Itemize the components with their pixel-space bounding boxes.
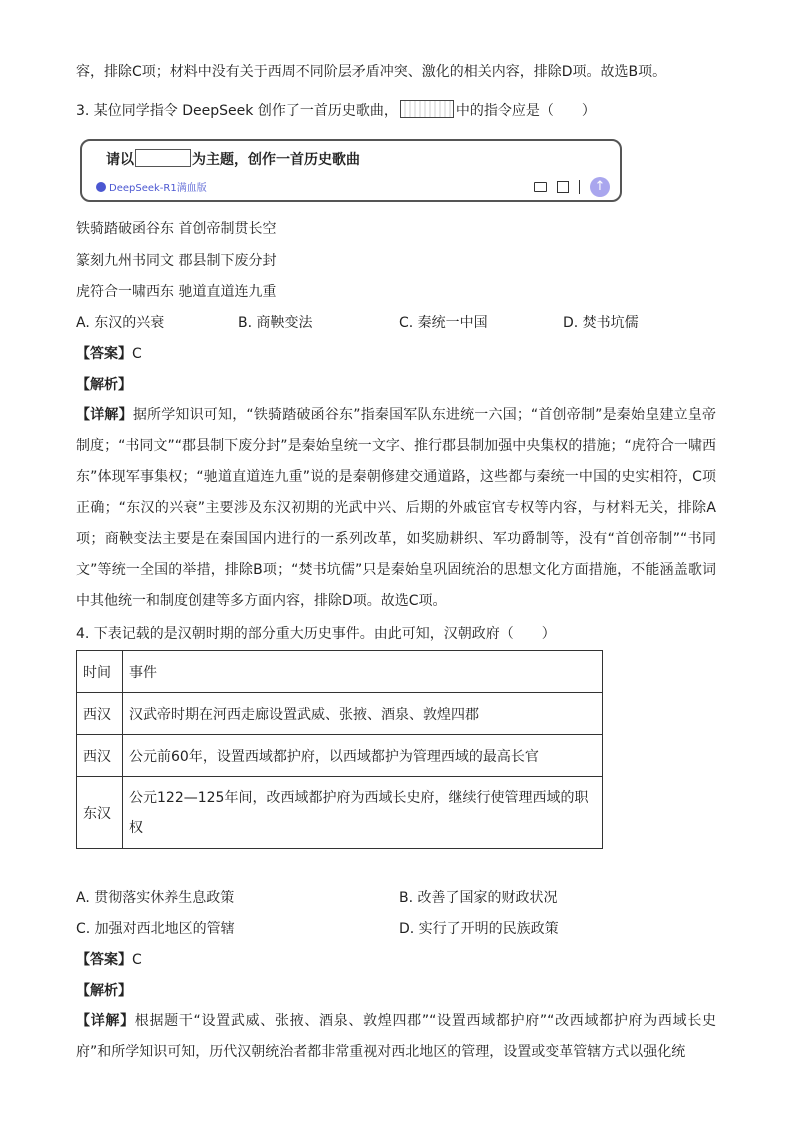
answer-label: 【答案】: [76, 346, 132, 362]
folder-icon: [534, 182, 547, 192]
prompt-text-start: 请以: [106, 152, 134, 168]
model-label: DeepSeek-R1满血版: [109, 183, 207, 194]
option-b: B. 改善了国家的财政状况: [399, 890, 558, 906]
image-icon: [557, 181, 569, 193]
prompt-text: [106, 149, 360, 169]
prompt-blank: [135, 149, 191, 167]
prompt-toolbar: [534, 177, 611, 197]
table-cell: 公元前60年，设置西域都护府，以西域都护为管理西域的最高长官: [123, 735, 603, 777]
option-c: C. 秦统一中国: [399, 315, 488, 331]
table-header-row: [77, 651, 603, 693]
option-d: D. 焚书坑儒: [563, 315, 639, 331]
answer-label: 【答案】: [76, 952, 132, 968]
option-a: A. 东汉的兴衰: [76, 315, 165, 331]
model-tag: [96, 179, 207, 194]
previous-answer-tail: 容，排除C项；材料中没有关于西周不同阶层矛盾冲突、激化的相关内容，排除D项。故选B项。: [76, 64, 667, 80]
blank-placeholder: [400, 100, 454, 118]
events-table: [76, 650, 603, 849]
question-4-detail: [76, 1006, 716, 1068]
question-3-analysis-label: 【解析】: [76, 377, 132, 393]
lyric-line-1: 铁骑踏破函谷东 首创帝制贯长空: [76, 221, 277, 237]
question-4-analysis-label: 【解析】: [76, 983, 132, 999]
prompt-text-end: 为主题，创作一首历史歌曲: [192, 152, 360, 168]
lyric-line-2: 篆刻九州书同文 郡县制下废分封: [76, 253, 277, 269]
answer-value: C: [132, 346, 142, 362]
table-row: [77, 777, 603, 849]
table-cell: 东汉: [77, 777, 123, 849]
detail-label: 【详解】: [76, 407, 133, 423]
question-3-stem-end: 中的指令应是（ ）: [455, 103, 596, 119]
detail-text: 据所学知识可知，“铁骑踏破函谷东”指秦国军队东进统一六国；“首创帝制”是秦始皇建立皇帝制度；“书同文”“郡县制下废分封”是秦始皇统一文字、推行郡县制加强中央集权的措施；“虎符合一啸西东”体现军事集权；“驰道直道连九重”说的是秦朝修建交通道路，这些都与秦统一中国的史实相符，C项正确；“东汉的兴衰”主要涉及东汉初期的光武中兴、后期的外戚宦官专权等内容，与材料无关，排除A项；商鞅变法主要是在秦国国内进行的一系列改革，如奖励耕织、军功爵制等，没有“首创帝制”“书同文”等统一全国的举措，排除B项；“焚书坑儒”只是秦始皇巩固统治的思想文化方面措施，不能涵盖歌词中其他统一和制度创建等多方面内容，排除D项。故选C项。: [76, 407, 717, 609]
lyric-line-3: 虎符合一啸西东 驰道直道连九重: [76, 284, 277, 300]
table-cell: 西汉: [77, 693, 123, 735]
deepseek-logo-icon: [96, 182, 106, 192]
question-3-stem: [76, 100, 596, 121]
detail-text: 根据题干“设置武威、张掖、酒泉、敦煌四郡”“设置西域都护府”“改西域都护府为西域长史府”和所学知识可知，历代汉朝统治者都非常重视对西北地区的管理，设置或变革管辖方式以强化统: [76, 1013, 717, 1060]
table-cell: 汉武帝时期在河西走廊设置武威、张掖、酒泉、敦煌四郡: [123, 693, 603, 735]
table-header-event: 事件: [123, 651, 603, 693]
option-b: B. 商鞅变法: [238, 315, 313, 331]
table-header-time: 时间: [77, 651, 123, 693]
table-row: [77, 693, 603, 735]
answer-value: C: [132, 952, 142, 968]
table-row: [77, 735, 603, 777]
question-3-detail: [76, 400, 716, 617]
table-cell: 西汉: [77, 735, 123, 777]
question-4-stem: 4. 下表记载的是汉朝时期的部分重大历史事件。由此可知，汉朝政府（ ）: [76, 626, 556, 642]
option-d: D. 实行了开明的民族政策: [399, 921, 559, 937]
table-cell: 公元122—125年间，改西域都护府为西域长史府，继续行使管理西域的职权: [123, 777, 603, 849]
deepseek-prompt-box: [80, 139, 622, 202]
detail-label: 【详解】: [76, 1013, 135, 1029]
option-c: C. 加强对西北地区的管辖: [76, 921, 235, 937]
question-3-stem-start: 3. 某位同学指令 DeepSeek 创作了一首历史歌曲，: [76, 103, 398, 119]
toolbar-separator: [579, 180, 581, 194]
option-a: A. 贯彻落实休养生息政策: [76, 890, 235, 906]
question-3-answer: [76, 344, 142, 364]
question-4-answer: [76, 950, 142, 970]
send-icon: ↑: [590, 177, 610, 197]
